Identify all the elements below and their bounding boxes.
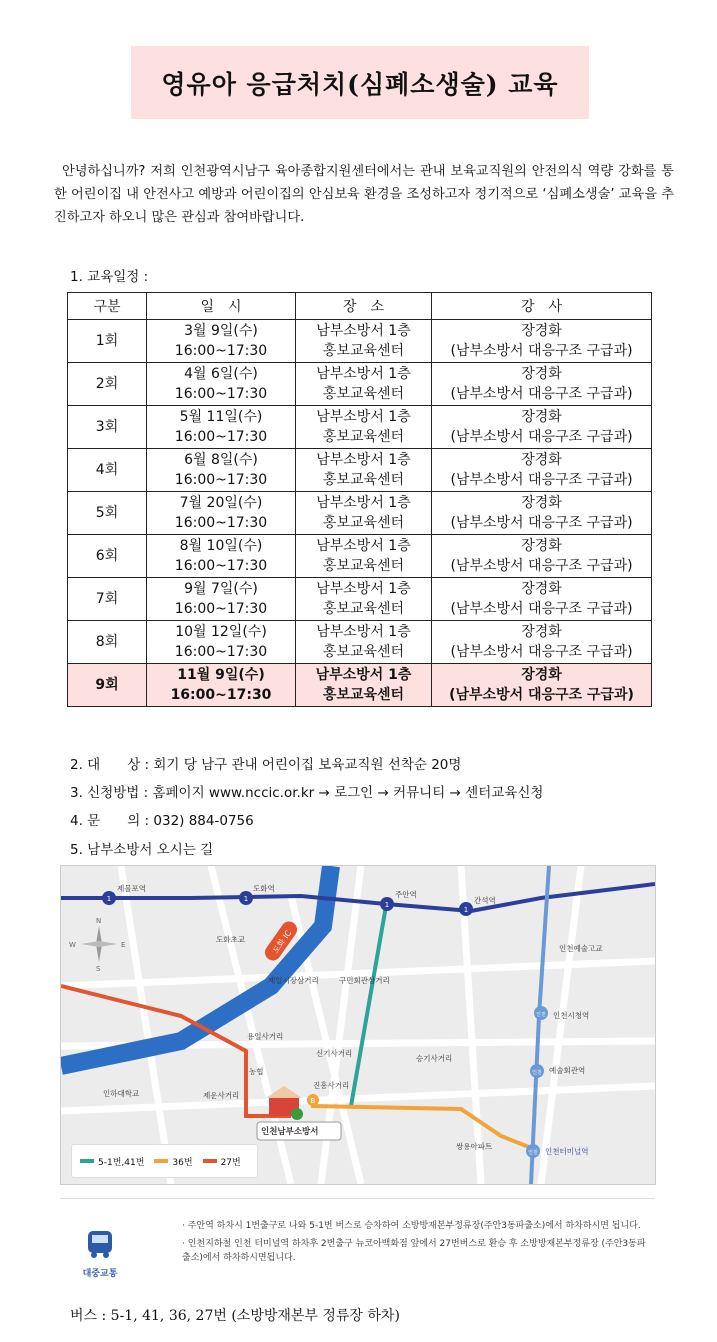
cell-place-line2: 홍보교육센터 (322, 515, 405, 531)
cell-lecturer-org: (남부소방서 대응구조 구급과) (449, 687, 634, 703)
title-box (131, 46, 589, 119)
table-row (68, 363, 652, 406)
transit-note-2: · 인천지하철 인천 터미널역 하차후 2번출구 뉴코아백화점 앞에서 27번버스로 환승 후 소방방재본부정류장 (주안3동파출소)에서 하차하시면됩니다. (182, 1239, 646, 1263)
svg-text:B: B (310, 1097, 316, 1105)
cell-lecturer-org: (남부소방서 대응구조 구급과) (450, 386, 633, 402)
dohwa-ic-label: 도화 IC (271, 928, 294, 956)
transit-section (60, 1198, 654, 1289)
cell-date (147, 320, 296, 363)
cell-place-line1: 남부소방서 1층 (316, 581, 411, 597)
cell-place-line1: 남부소방서 1층 (316, 624, 411, 640)
label-fire-station: 인천남부소방서 (261, 1127, 319, 1137)
cell-num-text: 6회 (95, 548, 119, 564)
map-legend (71, 1144, 258, 1178)
directions-map (60, 865, 656, 1185)
legend-item (203, 1155, 241, 1168)
header-date: 일 시 (147, 293, 296, 320)
cell-place (296, 578, 432, 621)
legend-label-teal: 5-1번,41번 (98, 1157, 145, 1168)
cell-place-line2: 홍보교육센터 (322, 429, 405, 445)
intro-paragraph: 안녕하십니까? 저희 인천광역시남구 육아종합지원센터에서는 관내 보육교직원의 안전의식 역량 강화를 통한 어린이집 내 안전사고 예방과 어린이집의 안심보육 환경을 조성하고자 정기적으로 ‘심폐소생술’ 교육을 추진하고자 하오니 많은 관심과 참여바랍니다. (54, 164, 674, 225)
cell-num (68, 492, 147, 535)
cell-time-text: 16:00~17:30 (174, 644, 268, 660)
marker-dohwa: 1 (243, 895, 249, 903)
legend-swatch-red (203, 1159, 217, 1163)
cell-lecturer-org: (남부소방서 대응구조 구급과) (450, 429, 633, 445)
cell-lecturer (432, 621, 652, 664)
cell-date (147, 621, 296, 664)
transit-note-1-text: 주안역 하차시 1번출구로 나와 5-1번 버스로 승차하여 소방방재본부정류장(주안3동파출소)에서 하차하시면 됩니다. (187, 1221, 641, 1231)
cell-place-line1: 남부소방서 1층 (315, 667, 412, 683)
header-lecturer: 강 사 (432, 293, 652, 320)
cell-date-text: 9월 7일(수) (184, 581, 258, 597)
info-directions: 5. 남부소방서 오시는 길 (70, 842, 214, 858)
compass-s: S (96, 965, 101, 973)
transit-note-2-text: 인천지하철 인천 터미널역 하차후 2번출구 뉴코아백화점 앞에서 27번버스로 환승 후 소방방재본부정류장 (주안3동파출소)에서 하차하시면됩니다. (182, 1239, 646, 1263)
cell-date (147, 578, 296, 621)
marker-cityhall: 인천 (536, 1012, 546, 1018)
cell-lecturer (432, 449, 652, 492)
cell-lecturer-name: 장경화 (521, 581, 562, 597)
marker-jemulpo: 1 (106, 895, 112, 903)
label-dohwa-school: 도화초교 (216, 935, 245, 944)
table-row (68, 621, 652, 664)
label-jeun: 제운사거리 (203, 1091, 240, 1100)
cell-date-text: 6월 8일(수) (184, 452, 258, 468)
cell-place (296, 449, 432, 492)
cell-place-line2: 홍보교육센터 (322, 386, 405, 402)
marker-terminal: 인천 (528, 1150, 538, 1156)
cell-num-text: 2회 (95, 376, 119, 392)
cell-num-text: 4회 (95, 462, 119, 478)
cell-place-line2: 홍보교육센터 (322, 601, 405, 617)
cell-lecturer (432, 664, 652, 707)
table-row (68, 320, 652, 363)
cell-place-line1: 남부소방서 1층 (316, 452, 411, 468)
cell-lecturer-org: (남부소방서 대응구조 구급과) (450, 515, 633, 531)
label-juan: 주안역 (395, 890, 417, 899)
info-target: 2. 대 상 : 회기 당 남구 관내 어린이집 보육교직원 선착순 20명 (70, 757, 462, 773)
cell-num (68, 449, 147, 492)
cell-time-text: 16:00~17:30 (174, 429, 268, 445)
cell-time-text: 16:00~17:30 (174, 472, 268, 488)
cell-lecturer (432, 406, 652, 449)
cell-place-line1: 남부소방서 1층 (316, 409, 411, 425)
table-row (68, 406, 652, 449)
cell-place-line1: 남부소방서 1층 (316, 538, 411, 554)
cell-place-line2: 홍보교육센터 (322, 644, 405, 660)
cell-date-text: 7월 20일(수) (179, 495, 263, 511)
cell-date-text: 10월 12일(수) (175, 624, 267, 640)
table-row (68, 578, 652, 621)
cell-lecturer-name: 장경화 (521, 495, 562, 511)
cell-lecturer-name: 장경화 (521, 409, 562, 425)
cell-place (296, 664, 432, 707)
cell-place-line2: 홍보교육센터 (322, 558, 405, 574)
cell-num-text: 3회 (95, 419, 119, 435)
marker-juan: 1 (384, 901, 390, 909)
schedule-table (67, 292, 652, 707)
label-guminhoegwan: 구민회관삼거리 (339, 976, 390, 985)
cell-lecturer-name: 장경화 (521, 452, 562, 468)
cell-lecturer-org: (남부소방서 대응구조 구급과) (450, 601, 633, 617)
cell-place-line1: 남부소방서 1층 (316, 366, 411, 382)
cell-time-text: 16:00~17:30 (174, 343, 268, 359)
cell-num (68, 578, 147, 621)
table-row (68, 535, 652, 578)
label-artscenter: 예술회관역 (549, 1066, 586, 1075)
cell-num-text: 1회 (95, 333, 119, 349)
table-row (68, 492, 652, 535)
cell-num (68, 406, 147, 449)
label-terminal: 인천터미널역 (545, 1147, 589, 1156)
compass-w: W (69, 941, 76, 949)
label-jinheung: 진흥사거리 (313, 1081, 350, 1090)
header-num: 구분 (68, 293, 147, 320)
cell-place (296, 535, 432, 578)
cell-lecturer-name: 장경화 (521, 538, 562, 554)
compass-n: N (96, 917, 102, 925)
cell-lecturer-name: 장경화 (521, 667, 562, 683)
label-nonghyup: 농협 (249, 1067, 264, 1076)
cell-lecturer-org: (남부소방서 대응구조 구급과) (450, 343, 633, 359)
fire-station-icon (266, 1086, 319, 1120)
cell-date-text: 4월 6일(수) (184, 366, 258, 382)
marker-artscenter: 인천 (532, 1070, 542, 1076)
cell-place-line1: 남부소방서 1층 (316, 323, 411, 339)
cell-num (68, 363, 147, 406)
table-row (68, 449, 652, 492)
road-grid (61, 866, 655, 1184)
bus-line: 버스 : 5-1, 41, 36, 27번 (소방방재본부 정류장 하차) (70, 1308, 400, 1324)
cell-time-text: 16:00~17:30 (170, 687, 272, 703)
cell-num-text: 9회 (95, 677, 119, 693)
cell-date (147, 492, 296, 535)
section-schedule-heading: 1. 교육일정 : (70, 269, 149, 285)
legend-swatch-teal (80, 1159, 94, 1163)
cell-time-text: 16:00~17:30 (174, 515, 268, 531)
legend-swatch-orange (154, 1159, 168, 1163)
cell-num (68, 320, 147, 363)
legend-label-red: 27번 (220, 1157, 241, 1168)
cell-date-text: 3월 9일(수) (184, 323, 258, 339)
table-row (68, 664, 652, 707)
map-svg (61, 866, 655, 1184)
label-ganseok: 간석역 (474, 896, 496, 905)
compass-icon (69, 917, 125, 973)
info-apply: 3. 신청방법 : 홈페이지 www.nccic.or.kr → 로그인 → 커뮤니티 → 센터교육신청 (70, 785, 544, 801)
bus-icon-wrap (78, 1229, 122, 1279)
cell-date-text: 5월 11일(수) (179, 409, 263, 425)
cell-lecturer-name: 장경화 (521, 366, 562, 382)
cell-lecturer-org: (남부소방서 대응구조 구급과) (450, 558, 633, 574)
legend-label-orange: 36번 (172, 1157, 193, 1168)
label-ssangyong: 쌍용아파트 (456, 1142, 493, 1151)
cell-num (68, 535, 147, 578)
compass-e: E (121, 941, 126, 949)
label-jemulpo: 제물포역 (117, 884, 146, 893)
cell-place-line2: 홍보교육센터 (322, 472, 405, 488)
cell-time-text: 16:00~17:30 (174, 558, 268, 574)
cell-date (147, 449, 296, 492)
cell-date (147, 664, 296, 707)
cell-place (296, 492, 432, 535)
cell-lecturer-name: 장경화 (521, 624, 562, 640)
cell-place (296, 363, 432, 406)
label-inha: 인하대학교 (103, 1089, 140, 1098)
header-place: 장 소 (296, 293, 432, 320)
transit-note-1: · 주안역 하차시 1번출구로 나와 5-1번 버스로 승차하여 소방방재본부정류장(주안3동파출소)에서 하차하시면 됩니다. (182, 1221, 641, 1231)
bus-route-teal (351, 906, 386, 1106)
label-seunggi: 승기사거리 (416, 1054, 453, 1063)
info-contact: 4. 문 의 : 032) 884-0756 (70, 813, 254, 829)
legend-item (80, 1155, 144, 1168)
cell-lecturer (432, 578, 652, 621)
legend-item (154, 1155, 192, 1168)
label-singi: 신기사거리 (316, 1049, 353, 1058)
cell-date-text: 11월 9일(수) (177, 667, 265, 683)
cell-num-text: 5회 (95, 505, 119, 521)
marker-ganseok: 1 (463, 906, 469, 914)
cell-place (296, 320, 432, 363)
cell-place (296, 406, 432, 449)
cell-lecturer (432, 320, 652, 363)
cell-lecturer-org: (남부소방서 대응구조 구급과) (450, 644, 633, 660)
cell-place-line1: 남부소방서 1층 (316, 495, 411, 511)
page-title: 영유아 응급처치(심폐소생술) 교육 (161, 69, 559, 99)
cell-place-line2: 홍보교육센터 (322, 343, 405, 359)
bus-icon (86, 1229, 114, 1259)
cell-lecturer (432, 363, 652, 406)
label-dohwa: 도화역 (253, 884, 275, 893)
cell-date (147, 406, 296, 449)
cell-num-text: 7회 (95, 591, 119, 607)
cell-num-text: 8회 (95, 634, 119, 650)
cell-lecturer-name: 장경화 (521, 323, 562, 339)
transit-label: 대중교통 (82, 1269, 118, 1279)
cell-lecturer (432, 492, 652, 535)
table-header-row (68, 293, 652, 320)
cell-date (147, 363, 296, 406)
cell-lecturer (432, 535, 652, 578)
cell-time-text: 16:00~17:30 (174, 386, 268, 402)
label-arts-hs: 인천예술고교 (559, 944, 603, 953)
cell-place (296, 621, 432, 664)
cell-date (147, 535, 296, 578)
cell-time-text: 16:00~17:30 (174, 601, 268, 617)
cell-num (68, 664, 147, 707)
label-cityhall: 인천시청역 (553, 1011, 590, 1020)
cell-date-text: 8월 10일(수) (179, 538, 263, 554)
transit-notes (182, 1219, 652, 1269)
label-yonggil: 용일사거리 (247, 1032, 284, 1041)
label-jeil-market: 제일시장삼거리 (268, 976, 319, 985)
cell-lecturer-org: (남부소방서 대응구조 구급과) (450, 472, 633, 488)
cell-place-line2: 홍보교육센터 (322, 687, 405, 703)
cell-num (68, 621, 147, 664)
